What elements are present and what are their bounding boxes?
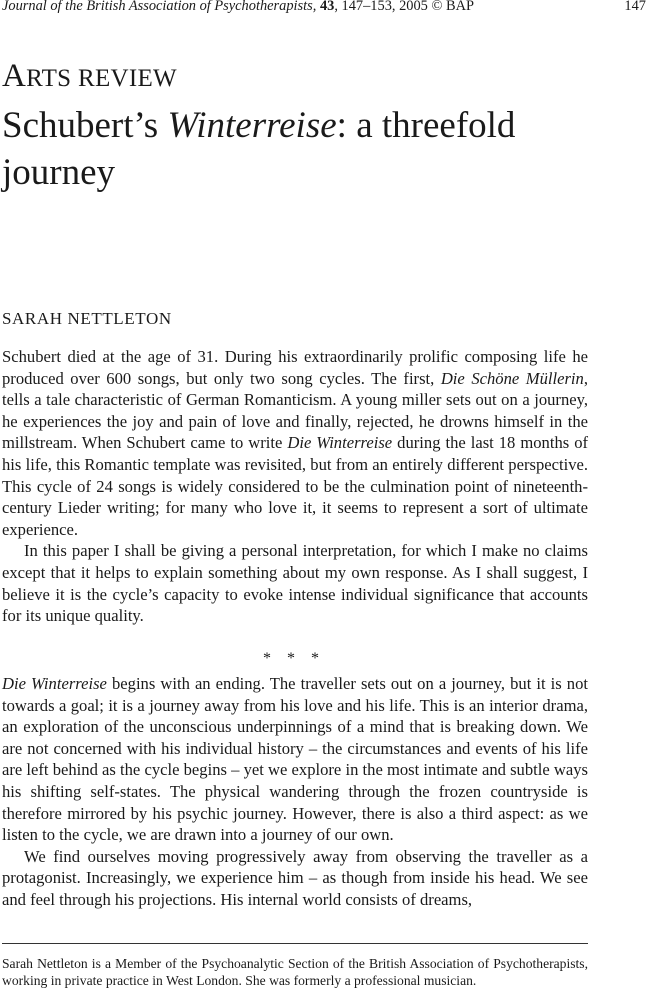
- paragraph: [2, 346, 588, 540]
- section-separator: * * *: [263, 650, 325, 667]
- paragraph: In this paper I shall be giving a personal interpretation, for which I make no claims except that it helps to explain something about my own response. As I shall suggest, I believe it is the cycle’s capacity to evoke intense individual significance that accounts for its unique quality.: [2, 541, 588, 626]
- journal-name: Journal of the British Association of Psychotherapists,: [2, 0, 317, 14]
- italic-title: Die Winterreise: [2, 674, 107, 693]
- italic-title: Die Winterreise: [287, 433, 393, 453]
- title-italic: Winterreise: [167, 105, 337, 146]
- journal-volume: 43: [319, 0, 335, 14]
- article-title: [2, 102, 622, 196]
- running-header: [2, 0, 646, 18]
- paragraph: We find ourselves moving progressively away from observing the traveller as a protagonist. Increasingly, we experience him – as though from inside his head. We see and feel through his projections. His internal world consists of dreams,: [2, 846, 588, 909]
- paragraph: [2, 673, 588, 846]
- text-run: , tells a tale characteristic of German Romanticism. A young miller sets out on a journey, he experiences the joy and pain of love and finally, rejected, he drowns himself in the millstream. When Schubert came to write: [2, 368, 588, 453]
- section-initial-2: R: [77, 65, 95, 92]
- section-smallcaps-1: RTS: [26, 65, 78, 92]
- page-number: 147: [624, 0, 646, 14]
- body-text-block-1: [2, 346, 588, 627]
- author-name: SARAH NETTLETON: [2, 309, 172, 328]
- title-part-2: : a threefold journey: [2, 105, 516, 193]
- title-part-1: Schubert’s: [2, 105, 168, 146]
- body-text-block-2: [2, 673, 588, 911]
- text-run: begins with an ending. The traveller sets out on a journey, but it is not towards a goal; it is a journey away from his love and his life. This is an interior drama, an exploration of the unconscious underpinnings of a mind that is breaking down. We are not concerned with his individual history – the circumstances and events of his life are left behind as the cycle begins – yet we explore in the most intimate and subtle ways his shifting self-states. The physical wandering through the frozen countryside is therefore mirrored by his psychic journey. However, there is also a third aspect: as we listen to the cycle, we are drawn into a journey of our own.: [2, 674, 588, 845]
- italic-title: Die Schöne Müllerin: [440, 368, 584, 388]
- text-run: Schubert died at the age of 31. During his extraordinarily prolific composing life he produced over 600 songs, but only two song cycles. The first,: [2, 347, 588, 388]
- section-label: [2, 58, 177, 95]
- journal-citation: [2, 0, 474, 15]
- footnote-rule: [2, 943, 588, 944]
- journal-pages-year: , 147–153, 2005 © BAP: [334, 0, 474, 14]
- section-smallcaps-2: EVIEW: [94, 65, 177, 92]
- section-initial-1: A: [2, 58, 27, 94]
- text-run: during the last 18 months of his life, this Romantic template was revisited, but from an entirely different perspective. This cycle of 24 songs is widely considered to be the culmination point of nineteenth-century Lieder writing; for many who love it, it seems to represent a sort of ultimate experience.: [2, 433, 589, 539]
- author-footnote: Sarah Nettleton is a Member of the Psychoanalytic Section of the British Association of Psychotherapists, working in private practice in West London. She was formerly a professional musician.: [2, 956, 588, 988]
